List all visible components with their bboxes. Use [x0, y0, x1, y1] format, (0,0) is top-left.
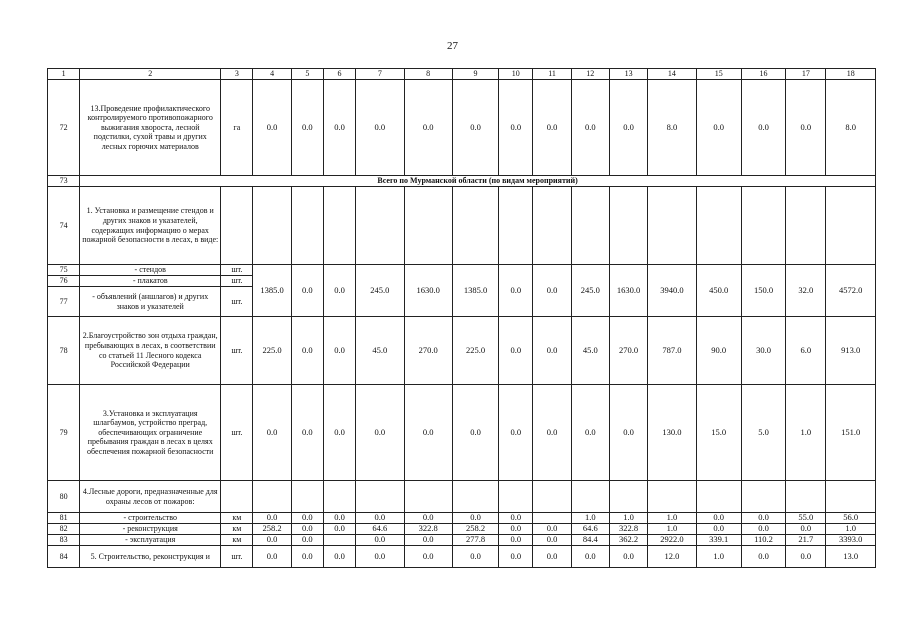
table-row — [48, 513, 876, 524]
cell-value: 1.0 — [609, 513, 647, 524]
section-row — [48, 176, 876, 187]
empty-cell — [323, 535, 355, 546]
cell-value: 0.0 — [571, 546, 609, 568]
cell-value: 245.0 — [571, 265, 609, 317]
cell-value: 0.0 — [291, 524, 323, 535]
cell-value: 0.0 — [533, 385, 571, 481]
empty-cell — [452, 187, 498, 265]
empty-cell — [499, 481, 533, 513]
cell-value: 0.0 — [404, 513, 452, 524]
cell-value: 0.0 — [404, 546, 452, 568]
cell-value: 5.0 — [741, 385, 785, 481]
cell-value: 0.0 — [499, 546, 533, 568]
cell-value: 0.0 — [499, 317, 533, 385]
empty-cell — [323, 481, 355, 513]
empty-cell — [533, 481, 571, 513]
cell-value: 0.0 — [404, 80, 452, 176]
section-title: Всего по Мурманской области (по видам мероприятий) — [80, 176, 876, 187]
row-name: 1. Установка и размещение стендов и других знаков и указателей, содержащих информацию о мерах пожарной безопасности в лесах, в виде: — [80, 187, 221, 265]
cell-value: 0.0 — [253, 80, 291, 176]
cell-value: 32.0 — [786, 265, 826, 317]
cell-value: 0.0 — [609, 546, 647, 568]
table-row — [48, 80, 876, 176]
cell-value: 0.0 — [499, 80, 533, 176]
row-number: 81 — [48, 513, 80, 524]
row-number: 79 — [48, 385, 80, 481]
empty-cell — [741, 187, 785, 265]
column-header: 6 — [323, 69, 355, 80]
table-row — [48, 265, 876, 276]
empty-cell — [609, 187, 647, 265]
row-name: - эксплуатация — [80, 535, 221, 546]
cell-value: 270.0 — [404, 317, 452, 385]
cell-value: 0.0 — [291, 265, 323, 317]
cell-value: 0.0 — [291, 546, 323, 568]
cell-value: 225.0 — [253, 317, 291, 385]
cell-value: 0.0 — [253, 385, 291, 481]
cell-value: 0.0 — [571, 385, 609, 481]
empty-cell — [571, 481, 609, 513]
row-number: 73 — [48, 176, 80, 187]
cell-value: 258.2 — [452, 524, 498, 535]
table-row — [48, 524, 876, 535]
row-name: 13.Проведение профилактического контролируемого противопожарного выжигания хвороста, лесной подстилки, сухой травы и других лесных горючих материалов — [80, 80, 221, 176]
row-unit: км — [221, 535, 253, 546]
cell-value: 0.0 — [609, 385, 647, 481]
cell-value: 1.0 — [648, 524, 696, 535]
empty-cell — [533, 513, 571, 524]
cell-value: 0.0 — [533, 80, 571, 176]
row-name: 4.Лесные дороги, предназначенные для охраны лесов от пожаров: — [80, 481, 221, 513]
empty-cell — [696, 187, 741, 265]
row-name: - стендов — [80, 265, 221, 276]
empty-cell — [323, 187, 355, 265]
row-number: 77 — [48, 287, 80, 317]
cell-value: 0.0 — [323, 317, 355, 385]
empty-cell — [291, 187, 323, 265]
column-header: 8 — [404, 69, 452, 80]
column-header: 2 — [80, 69, 221, 80]
cell-value: 2922.0 — [648, 535, 696, 546]
empty-cell — [786, 187, 826, 265]
empty-cell — [826, 187, 876, 265]
cell-value: 0.0 — [253, 535, 291, 546]
cell-value: 0.0 — [499, 524, 533, 535]
cell-value: 0.0 — [404, 385, 452, 481]
cell-value: 56.0 — [826, 513, 876, 524]
cell-value: 1.0 — [826, 524, 876, 535]
empty-cell — [533, 187, 571, 265]
cell-value: 0.0 — [533, 317, 571, 385]
cell-value: 787.0 — [648, 317, 696, 385]
cell-value: 0.0 — [356, 513, 404, 524]
cell-value: 0.0 — [452, 513, 498, 524]
cell-value: 0.0 — [786, 546, 826, 568]
cell-value: 1630.0 — [404, 265, 452, 317]
cell-value: 1.0 — [571, 513, 609, 524]
cell-value: 1630.0 — [609, 265, 647, 317]
cell-value: 0.0 — [356, 535, 404, 546]
table-row — [48, 317, 876, 385]
table-row — [48, 535, 876, 546]
row-unit: шт. — [221, 265, 253, 276]
cell-value: 1.0 — [696, 546, 741, 568]
empty-cell — [499, 187, 533, 265]
cell-value: 6.0 — [786, 317, 826, 385]
cell-value: 258.2 — [253, 524, 291, 535]
cell-value: 0.0 — [499, 265, 533, 317]
empty-cell — [404, 481, 452, 513]
empty-cell — [404, 187, 452, 265]
row-unit: шт. — [221, 287, 253, 317]
cell-value: 0.0 — [323, 513, 355, 524]
cell-value: 0.0 — [404, 535, 452, 546]
cell-value: 0.0 — [323, 80, 355, 176]
column-header: 1 — [48, 69, 80, 80]
cell-value: 15.0 — [696, 385, 741, 481]
cell-value: 0.0 — [323, 265, 355, 317]
row-number: 84 — [48, 546, 80, 568]
row-name: - строительство — [80, 513, 221, 524]
empty-cell — [356, 481, 404, 513]
cell-value: 1.0 — [786, 385, 826, 481]
table-row — [48, 187, 876, 265]
cell-value: 0.0 — [253, 513, 291, 524]
empty-cell — [291, 481, 323, 513]
cell-value: 0.0 — [323, 524, 355, 535]
row-unit: шт. — [221, 546, 253, 568]
cell-value: 0.0 — [291, 535, 323, 546]
cell-value: 225.0 — [452, 317, 498, 385]
cell-value: 0.0 — [356, 80, 404, 176]
cell-value: 0.0 — [533, 524, 571, 535]
empty-cell — [356, 187, 404, 265]
empty-cell — [609, 481, 647, 513]
row-unit: шт. — [221, 317, 253, 385]
column-header: 7 — [356, 69, 404, 80]
empty-cell — [826, 481, 876, 513]
column-header: 13 — [609, 69, 647, 80]
cell-value: 339.1 — [696, 535, 741, 546]
row-unit: шт. — [221, 385, 253, 481]
cell-value: 245.0 — [356, 265, 404, 317]
cell-value: 0.0 — [452, 80, 498, 176]
cell-value: 13.0 — [826, 546, 876, 568]
cell-value: 3393.0 — [826, 535, 876, 546]
empty-cell — [452, 481, 498, 513]
cell-value: 3940.0 — [648, 265, 696, 317]
empty-cell — [221, 481, 253, 513]
header-row — [48, 69, 876, 80]
cell-value: 0.0 — [499, 513, 533, 524]
cell-value: 0.0 — [533, 535, 571, 546]
cell-value: 0.0 — [356, 546, 404, 568]
cell-value: 84.4 — [571, 535, 609, 546]
cell-value: 8.0 — [826, 80, 876, 176]
column-header: 17 — [786, 69, 826, 80]
column-header: 10 — [499, 69, 533, 80]
column-header: 15 — [696, 69, 741, 80]
cell-value: 30.0 — [741, 317, 785, 385]
empty-cell — [648, 187, 696, 265]
column-header: 11 — [533, 69, 571, 80]
cell-value: 322.8 — [404, 524, 452, 535]
row-number: 78 — [48, 317, 80, 385]
row-number: 82 — [48, 524, 80, 535]
row-number: 83 — [48, 535, 80, 546]
cell-value: 64.6 — [356, 524, 404, 535]
empty-cell — [571, 187, 609, 265]
cell-value: 0.0 — [253, 546, 291, 568]
cell-value: 12.0 — [648, 546, 696, 568]
table-row — [48, 481, 876, 513]
row-name: - реконструкция — [80, 524, 221, 535]
cell-value: 0.0 — [291, 513, 323, 524]
cell-value: 150.0 — [741, 265, 785, 317]
cell-value: 0.0 — [696, 80, 741, 176]
cell-value: 0.0 — [786, 524, 826, 535]
cell-value: 0.0 — [696, 524, 741, 535]
cell-value: 0.0 — [571, 80, 609, 176]
cell-value: 0.0 — [452, 546, 498, 568]
row-name: 5. Строительство, реконструкция и — [80, 546, 221, 568]
row-name: - плакатов — [80, 276, 221, 287]
cell-value: 0.0 — [741, 546, 785, 568]
row-name: 2.Благоустройство зон отдыха граждан, пребывающих в лесах, в соответствии со статьей 11 Лесного кодекса Российской Федерации — [80, 317, 221, 385]
empty-cell — [786, 481, 826, 513]
column-header: 5 — [291, 69, 323, 80]
row-number: 72 — [48, 80, 80, 176]
row-name: 3.Установка и эксплуатация шлагбаумов, устройство преград, обеспечивающих ограничение пребывания граждан в лесах в целях обеспечения пожарной безопасности — [80, 385, 221, 481]
cell-value: 64.6 — [571, 524, 609, 535]
cell-value: 0.0 — [452, 385, 498, 481]
cell-value: 4572.0 — [826, 265, 876, 317]
row-unit: шт. — [221, 276, 253, 287]
cell-value: 0.0 — [741, 80, 785, 176]
cell-value: 55.0 — [786, 513, 826, 524]
empty-cell — [648, 481, 696, 513]
cell-value: 0.0 — [741, 513, 785, 524]
empty-cell — [221, 187, 253, 265]
cell-value: 362.2 — [609, 535, 647, 546]
row-unit: км — [221, 513, 253, 524]
cell-value: 45.0 — [571, 317, 609, 385]
cell-value: 0.0 — [499, 535, 533, 546]
cell-value: 1385.0 — [452, 265, 498, 317]
cell-value: 913.0 — [826, 317, 876, 385]
cell-value: 0.0 — [786, 80, 826, 176]
empty-cell — [253, 187, 291, 265]
page-number: 27 — [447, 40, 458, 52]
data-table — [47, 68, 876, 568]
cell-value: 1385.0 — [253, 265, 291, 317]
column-header: 16 — [741, 69, 785, 80]
cell-value: 0.0 — [323, 385, 355, 481]
cell-value: 0.0 — [356, 385, 404, 481]
empty-cell — [253, 481, 291, 513]
cell-value: 8.0 — [648, 80, 696, 176]
empty-cell — [696, 481, 741, 513]
cell-value: 450.0 — [696, 265, 741, 317]
cell-value: 270.0 — [609, 317, 647, 385]
column-header: 18 — [826, 69, 876, 80]
cell-value: 0.0 — [499, 385, 533, 481]
cell-value: 0.0 — [533, 265, 571, 317]
row-unit: км — [221, 524, 253, 535]
cell-value: 277.8 — [452, 535, 498, 546]
column-header: 14 — [648, 69, 696, 80]
row-number: 75 — [48, 265, 80, 276]
column-header: 3 — [221, 69, 253, 80]
table-row — [48, 546, 876, 568]
row-number: 74 — [48, 187, 80, 265]
cell-value: 0.0 — [609, 80, 647, 176]
column-header: 4 — [253, 69, 291, 80]
cell-value: 0.0 — [741, 524, 785, 535]
row-number: 76 — [48, 276, 80, 287]
cell-value: 21.7 — [786, 535, 826, 546]
cell-value: 0.0 — [291, 80, 323, 176]
cell-value: 0.0 — [291, 385, 323, 481]
cell-value: 45.0 — [356, 317, 404, 385]
row-number: 80 — [48, 481, 80, 513]
cell-value: 322.8 — [609, 524, 647, 535]
cell-value: 0.0 — [291, 317, 323, 385]
row-name: - объявлений (аншлагов) и других знаков и указателей — [80, 287, 221, 317]
cell-value: 90.0 — [696, 317, 741, 385]
cell-value: 151.0 — [826, 385, 876, 481]
cell-value: 0.0 — [323, 546, 355, 568]
empty-cell — [741, 481, 785, 513]
cell-value: 130.0 — [648, 385, 696, 481]
cell-value: 0.0 — [696, 513, 741, 524]
column-header: 9 — [452, 69, 498, 80]
cell-value: 1.0 — [648, 513, 696, 524]
cell-value: 0.0 — [533, 546, 571, 568]
table-row — [48, 385, 876, 481]
column-header: 12 — [571, 69, 609, 80]
row-unit: га — [221, 80, 253, 176]
cell-value: 110.2 — [741, 535, 785, 546]
